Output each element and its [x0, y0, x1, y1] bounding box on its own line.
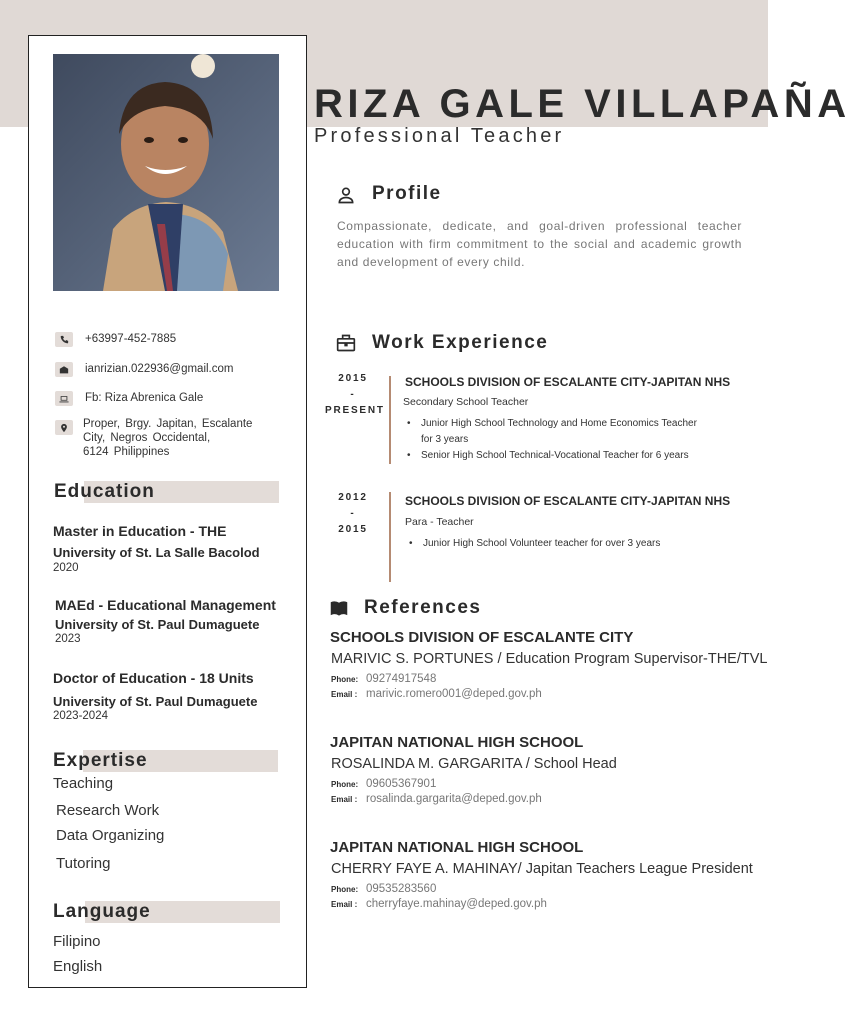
expertise-item: Tutoring: [56, 855, 111, 872]
language-heading: [53, 901, 278, 923]
job-duties: [409, 536, 709, 552]
person-icon: [336, 185, 356, 205]
education-heading: [54, 481, 279, 503]
reference-phone: [331, 673, 436, 685]
job-dash: -: [350, 508, 356, 519]
phone-value: 09535283560: [366, 883, 437, 895]
job-start: 2012: [338, 492, 368, 503]
edu-school: University of St. Paul Dumaguete: [55, 617, 260, 632]
phone-label: Phone:: [331, 780, 359, 789]
reference-phone: [331, 778, 436, 790]
job-duty: • Junior High School Technology and Home Economics Teacher for 3 years: [407, 416, 697, 448]
language-item: English: [53, 958, 103, 975]
job-role: Para - Teacher: [405, 516, 474, 528]
edu-degree: Master in Education - THE: [53, 523, 227, 539]
reference-phone: [331, 883, 436, 895]
address-line: City, Negros Occidental,: [83, 432, 211, 444]
edu-degree: Doctor of Education - 18 Units: [53, 670, 254, 686]
work-heading: Work Experience: [372, 332, 549, 353]
address: [83, 417, 273, 459]
profile-heading: Profile: [372, 183, 442, 204]
job-dash: -: [350, 389, 356, 400]
reference-organization: JAPITAN NATIONAL HIGH SCHOOL: [330, 734, 584, 751]
phone-label: Phone:: [331, 675, 359, 684]
address-line: Proper, Brgy. Japitan, Escalante: [83, 418, 253, 430]
phone-icon: [55, 332, 73, 347]
facebook-handle: Fb: Riza Abrenica Gale: [85, 392, 204, 404]
email-label: Email :: [331, 690, 358, 699]
reference-organization: SCHOOLS DIVISION OF ESCALANTE CITY: [330, 629, 634, 646]
contact-email: [55, 362, 285, 377]
portrait-photo: [53, 54, 279, 291]
reference-person: ROSALINDA M. GARGARITA / School Head: [331, 756, 617, 772]
reference-email: [331, 898, 547, 910]
edu-year: 2023: [55, 633, 81, 645]
envelope-icon: [55, 362, 73, 377]
address-line: 6124 Philippines: [83, 446, 170, 458]
job-end: PRESENT: [325, 405, 385, 416]
phone-label: Phone:: [331, 885, 359, 894]
laptop-icon: [55, 391, 73, 406]
email-label: Email :: [331, 900, 358, 909]
contact-address: [55, 417, 285, 459]
edu-year: 2023-2024: [53, 710, 108, 722]
language-heading-text: Language: [53, 901, 151, 922]
contact-facebook: [55, 391, 285, 406]
expertise-heading-text: Expertise: [53, 750, 148, 771]
language-item: Filipino: [53, 933, 101, 950]
job-role: Secondary School Teacher: [403, 396, 529, 408]
job-duty: • Junior High School Volunteer teacher for over 3 years: [409, 536, 709, 552]
expertise-heading: [53, 750, 278, 772]
briefcase-icon: [336, 333, 356, 353]
phone-number: +63997-452-7885: [85, 333, 177, 345]
job-organization: SCHOOLS DIVISION OF ESCALANTE CITY-JAPITAN NHS: [405, 375, 731, 389]
job-duty: • Senior High School Technical-Vocational Teacher for 6 years: [407, 448, 697, 464]
phone-value: 09274917548: [366, 673, 437, 685]
reference-person: CHERRY FAYE A. MAHINAY/ Japitan Teachers League President: [331, 861, 753, 877]
edu-degree: MAEd - Educational Management: [55, 597, 276, 613]
profile-summary: Compassionate, dedicate, and goal-driven professional teacher education with firm commitment to the social and academic growth and development of every child.: [337, 219, 742, 269]
edu-school: University of St. La Salle Bacolod: [53, 545, 260, 560]
reference-email: [331, 793, 542, 805]
reference-email: [331, 688, 542, 700]
job-start: 2015: [338, 373, 368, 384]
full-name: RIZA GALE VILLAPAÑA: [314, 82, 851, 126]
references-heading: References: [364, 597, 482, 618]
book-icon: [330, 600, 348, 616]
phone-value: 09605367901: [366, 778, 437, 790]
email-address: ianrizian.022936@gmail.com: [85, 363, 234, 375]
email-value: cherryfaye.mahinay@deped.gov.ph: [366, 898, 547, 910]
education-heading-text: Education: [54, 481, 155, 502]
reference-organization: JAPITAN NATIONAL HIGH SCHOOL: [330, 839, 584, 856]
expertise-item: Data Organizing: [56, 827, 165, 844]
contact-phone: [55, 332, 285, 347]
email-value: marivic.romero001@deped.gov.ph: [366, 688, 542, 700]
job-duties: [407, 416, 697, 464]
job-title: Professional Teacher: [314, 125, 565, 147]
job-organization: SCHOOLS DIVISION OF ESCALANTE CITY-JAPITAN NHS: [405, 494, 731, 508]
email-value: rosalinda.gargarita@deped.gov.ph: [366, 793, 542, 805]
reference-person: MARIVIC S. PORTUNES / Education Program Supervisor-THE/TVL: [331, 651, 768, 667]
timeline-line: [389, 376, 391, 464]
job-date-range: [325, 371, 385, 419]
job-end: 2015: [338, 524, 368, 535]
job-date-range: [325, 490, 381, 538]
timeline-line: [389, 492, 391, 582]
edu-school: University of St. Paul Dumaguete: [53, 694, 258, 709]
expertise-item: Teaching: [53, 775, 114, 792]
email-label: Email :: [331, 795, 358, 804]
expertise-item: Research Work: [56, 802, 160, 819]
edu-year: 2020: [53, 562, 79, 574]
location-pin-icon: [55, 420, 73, 435]
